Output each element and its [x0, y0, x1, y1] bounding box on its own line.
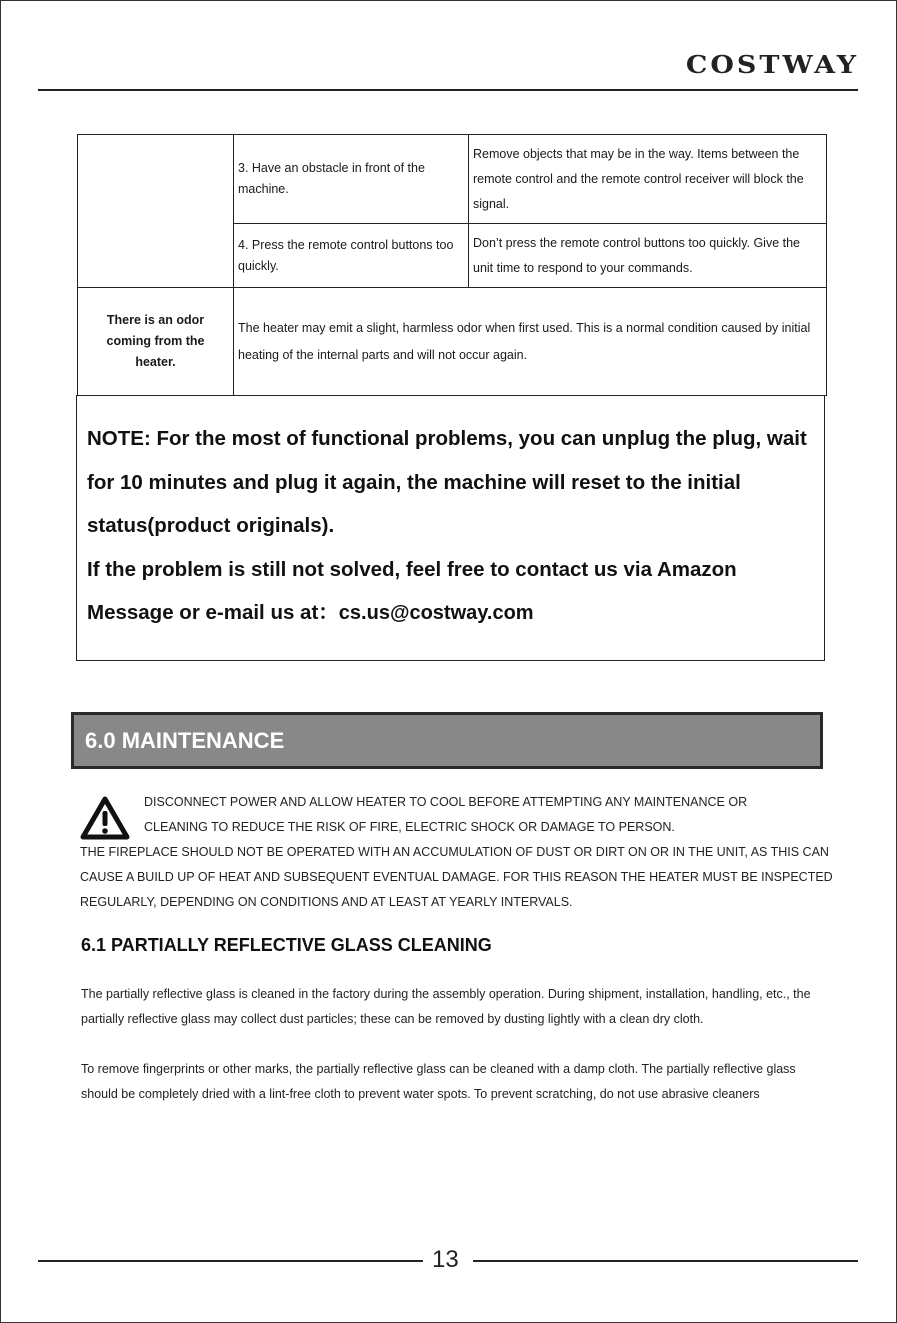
footer-rule-right	[473, 1260, 858, 1262]
paragraph: The partially reflective glass is cleaned in the factory during the assembly operation. During shipment, installation, handling, etc., the partially reflective glass may collect dust particles; these can be removed by dusting lightly with a clean dry cloth.	[81, 987, 811, 1026]
note-box	[76, 395, 825, 661]
paragraph: To remove fingerprints or other marks, the partially reflective glass can be cleaned with a damp cloth. The partially reflective glass should be completely dried with a lint-free cloth to prevent water spots. To prevent scratching, do not use abrasive cleaners	[81, 1062, 796, 1101]
table-row	[78, 135, 827, 224]
section-header	[71, 712, 823, 769]
warning-triangle-icon	[80, 796, 130, 840]
troubleshooting-table	[77, 134, 827, 396]
email-link[interactable]: cs.us@costway.com	[338, 602, 534, 624]
empty-problem-cell	[78, 135, 234, 288]
note-contact-text: If the problem is still not solved, feel free to contact us via Amazon Message or e-mail us at：	[87, 557, 737, 624]
warning-body: THE FIREPLACE SHOULD NOT BE OPERATED WITH AN ACCUMULATION OF DUST OR DIRT ON OR IN THE UNIT, AS THIS CAN CAUSE A BUILD UP OF HEAT AND SUBSEQUENT EVENTUAL DAMAGE. FOR THIS REASON THE HEATER MUST BE INSPECTED REGULARLY, DEPENDING ON CONDITIONS AND AT LEAST AT YEARLY INTERVALS.	[80, 845, 833, 909]
solution-cell: Don’t press the remote control buttons too quickly. Give the unit time to respond to your commands.	[469, 224, 827, 288]
cause-cell: 4. Press the remote control buttons too quickly.	[234, 224, 469, 288]
brand-logo: COSTWAY	[685, 51, 859, 80]
subsection-title: 6.1 PARTIALLY REFLECTIVE GLASS CLEANING	[81, 935, 492, 955]
solution-cell: The heater may emit a slight, harmless odor when first used. This is a normal condition caused by initial heating of the internal parts and will not occur again.	[234, 288, 827, 396]
page-number: 13	[432, 1246, 459, 1273]
solution-cell: Remove objects that may be in the way. Items between the remote control and the remote control receiver will block the signal.	[469, 135, 827, 224]
header-rule	[38, 89, 858, 91]
cause-cell: 3. Have an obstacle in front of the machine.	[234, 135, 469, 224]
section-title: 6.0 MAINTENANCE	[85, 728, 285, 753]
note-contact	[87, 548, 814, 636]
table-row	[78, 288, 827, 396]
footer-rule-left	[38, 1260, 423, 1262]
problem-cell: There is an odor coming from the heater.	[78, 288, 234, 396]
warning-text: DISCONNECT POWER AND ALLOW HEATER TO COOL BEFORE ATTEMPTING ANY MAINTENANCE OR CLEANING TO REDUCE THE RISK OF FIRE, ELECTRIC SHOCK OR DAMAGE TO PERSON.	[144, 795, 748, 834]
note-text: NOTE: For the most of functional problems, you can unplug the plug, wait for 10 minutes and plug it again, the machine will reset to the initial status(product originals).	[87, 427, 807, 537]
